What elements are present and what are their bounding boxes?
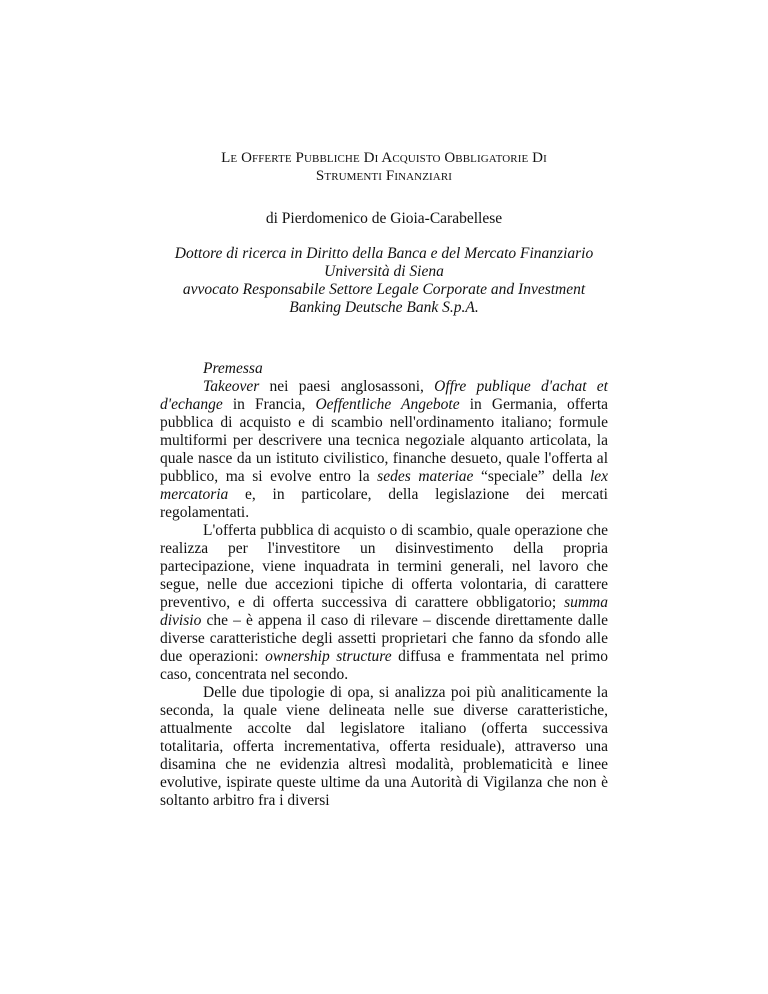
- title-word: DI: [532, 150, 547, 166]
- italic-text-run: summa divisio: [160, 594, 608, 629]
- affiliation-line-2: avvocato Responsabile Settore Legale Corporate and Investment Banking Deutsche Bank S.p.A.: [182, 281, 586, 316]
- title-line-1: [160, 150, 608, 168]
- body-text: [160, 378, 608, 810]
- paragraph: [160, 378, 608, 522]
- text-run: diffusa e frammentata nel primo caso, concentrata nel secondo.: [160, 648, 609, 683]
- section-heading: Premessa: [203, 360, 263, 377]
- title-word: DI: [363, 150, 379, 166]
- title-word: STRUMENTI: [315, 168, 383, 184]
- title-word: OFFERTE: [241, 150, 292, 166]
- italic-text-run: Oeffentliche Angebote: [315, 396, 460, 413]
- author-affiliation: [160, 245, 608, 317]
- italic-text-run: Offre publique d'achat et d'echange: [160, 378, 608, 413]
- author-line: di Pierdomenico de Gioia-Carabellese: [265, 210, 503, 227]
- title-word: LE: [221, 150, 238, 166]
- paragraph: [160, 684, 608, 810]
- text-run: in Germania, offerta pubblica di acquisto e di scambio nell'ordinamento italiano; formule multiformi per descrivere una tecnica negoziale alquanto articolata, la quale nasce da un istituto civilistico, finanche desueto, quale l'offerta al pubblico, ma si evolve entro la: [160, 396, 609, 485]
- title-word: OBBLIGATORIE: [444, 150, 529, 166]
- text-run: Delle due tipologie di opa, si analizza poi più analiticamente la seconda, la quale viene delineata nelle sue diverse caratteristiche, attualmente accolte dal legislatore italiano (offerta successiva totalitaria, offerta incrementativa, offerta residuale), attraverso una disamina che ne evidenzia altresì modalità, problematicità e linee evolutive, ispirate queste ultime da una Autorità di Vigilanza che non è soltanto arbitro fra i diversi: [160, 684, 608, 809]
- title-word: PUBBLICHE: [295, 150, 360, 166]
- text-run: in Francia,: [222, 396, 316, 413]
- document-title: [160, 150, 608, 186]
- text-run: nei paesi anglosassoni,: [259, 378, 435, 395]
- paragraph: [160, 522, 608, 684]
- italic-text-run: sedes materiae: [377, 468, 474, 485]
- document-page: [160, 150, 608, 810]
- italic-text-run: lex mercatoria: [160, 468, 609, 503]
- text-run: e, in particolare, della legislazione dei mercati regolamentati.: [160, 486, 608, 521]
- italic-text-run: ownership structure: [265, 648, 392, 665]
- italic-text-run: Takeover: [203, 378, 260, 395]
- affiliation-line-1: Dottore di ricerca in Diritto della Banca e del Mercato Finanziario Università di Siena: [174, 245, 594, 280]
- title-line-2: [160, 168, 608, 186]
- text-run: “speciale” della: [473, 468, 590, 485]
- text-run: che – è appena il caso di rilevare – discende direttamente dalle diverse caratteristiche degli assetti proprietari che fanno da sfondo alle due operazioni:: [160, 612, 608, 665]
- title-word: FINANZIARI: [385, 168, 453, 184]
- title-word: ACQUISTO: [381, 150, 441, 166]
- text-run: L'offerta pubblica di acquisto o di scambio, quale operazione che realizza per l'investitore un disinvestimento della propria partecipazione, viene inquadrata in termini generali, nel lavoro che segue, nelle due accezioni tipiche di offerta volontaria, di carattere preventivo, e di offerta successiva di carattere obbligatorio;: [160, 522, 608, 611]
